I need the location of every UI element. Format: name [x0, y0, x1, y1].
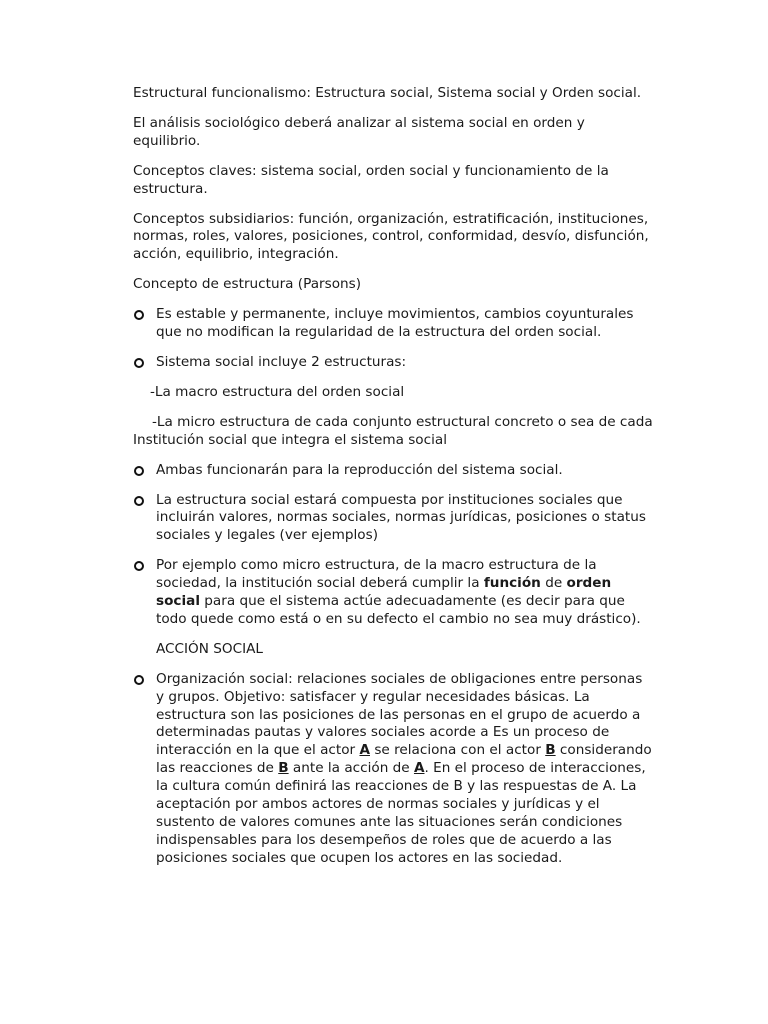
- list-item: [133, 557, 653, 629]
- list-item: [133, 462, 653, 480]
- paragraph-title: Estructural funcionalismo: Estructura social, Sistema social y Orden social.: [133, 85, 642, 101]
- actor-a-label: A: [413, 760, 425, 777]
- list-item-text: [156, 557, 653, 629]
- bullet-circle-icon: [134, 358, 144, 368]
- list-item: [133, 671, 653, 868]
- paragraph-analisis: El análisis sociológico deberá analizar al sistema social en orden y equilibrio.: [133, 114, 585, 149]
- paragraph-micro-estructura: -La micro estructura de cada conjunto estructural concreto o sea de cada Institución social que integra el sistema social: [133, 413, 653, 448]
- document-body: [133, 85, 653, 868]
- list-item-text: La estructura social estará compuesta por instituciones sociales que incluirán valores, normas sociales, normas jurídicas, posiciones o status sociales y legales (ver ejemplos): [156, 491, 646, 544]
- paragraph-macro-estructura: -La macro estructura del orden social: [150, 383, 405, 400]
- bullet-circle-icon: [134, 496, 144, 506]
- bold-text-orden-social: orden social: [156, 575, 612, 610]
- paragraph-concepto-estructura: Concepto de estructura (Parsons): [133, 276, 362, 293]
- text-run: para que el sistema actúe adecuadamente (es decir para que todo quede como está o en su defecto el cambio no sea muy drástico).: [156, 593, 641, 627]
- bullet-circle-icon: [134, 675, 144, 685]
- text-run: Organización social: relaciones sociales de obligaciones entre personas y grupos. Objetivo: satisfacer y regular necesidades básicas. La estructura son las posiciones de las personas en el grupo de acuerdo a determinadas pautas y valores sociales acorde a Es un proceso de interacción en la que el actor: [156, 670, 643, 759]
- list-item: [133, 492, 653, 546]
- bullet-circle-icon: [134, 561, 144, 571]
- text-run: ante la acción de: [288, 760, 414, 777]
- text-run: se relaciona con el actor: [370, 742, 546, 759]
- text-run: de: [540, 575, 567, 592]
- list-item-text: [156, 671, 653, 868]
- list-item-text: Sistema social incluye 2 estructuras:: [156, 353, 407, 370]
- text-run: Por ejemplo como micro estructura, de la macro estructura de la sociedad, la institución social deberá cumplir la: [156, 557, 597, 592]
- bold-text-funcion: función: [483, 575, 541, 592]
- list-item-text: Ambas funcionarán para la reproducción del sistema social.: [156, 461, 563, 478]
- paragraph-conceptos-subsidiarios: Conceptos subsidiarios: función, organización, estratificación, instituciones, normas, roles, valores, posiciones, control, conformidad, desvío, disfunción, acción, equilibrio, integración.: [133, 210, 649, 263]
- actor-b-label: B: [278, 760, 289, 777]
- actor-b-label: B: [545, 742, 556, 759]
- text-run: considerando las reacciones de: [156, 742, 652, 777]
- list-item-text: Es estable y permanente, incluye movimientos, cambios coyunturales que no modifican la regularidad de la estructura del orden social.: [156, 306, 634, 341]
- actor-a-label: A: [359, 742, 370, 759]
- section-heading-accion-social: ACCIÓN SOCIAL: [156, 640, 263, 657]
- text-run: . En el proceso de interacciones, la cultura común definirá las reacciones de B y las respuestas de A. La aceptación por ambos actores de normas sociales y jurídicas y el sustento de valores comunes ante las situaciones serán condiciones indispensables para los desempeños de roles que de acuerdo a las posiciones sociales que ocupen los actores en las sociedad.: [156, 760, 646, 866]
- paragraph-conceptos-claves: Conceptos claves: sistema social, orden social y funcionamiento de la estructura.: [133, 162, 609, 197]
- bullet-circle-icon: [134, 310, 144, 320]
- list-item: [133, 306, 653, 342]
- bullet-circle-icon: [134, 466, 144, 476]
- list-item: [133, 354, 653, 372]
